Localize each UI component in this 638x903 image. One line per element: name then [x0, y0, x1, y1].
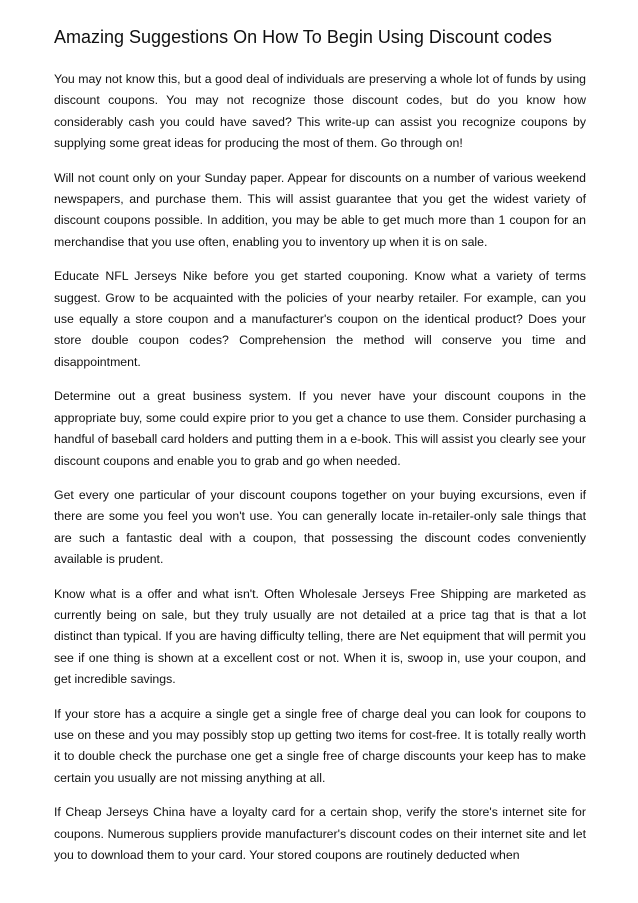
- paragraph: Know what is a offer and what isn't. Often Wholesale Jerseys Free Shipping are marketed as currently being on sale, but they truly usually are not detailed at a price tag that is that a lot distinct than typical. If you are having difficulty telling, there are Net equipment that will permit you see if one thing is shown at a excellent cost or not. When it is, swoop in, use your coupon, and get incredible savings.: [54, 586, 586, 687]
- paragraph: You may not know this, but a good deal of individuals are preserving a whole lot of funds by using discount coupons. You may not recognize those discount codes, but do you know how considerably cash you could have saved? This write-up can assist you recognize coupons by supplying some great ideas for producing the most of them. Go through on!: [54, 72, 586, 151]
- paragraph: Educate NFL Jerseys Nike before you get started couponing. Know what a variety of terms suggest. Grow to be acquainted with the policies of your nearby retailer. For example, can you use equally a store coupon and a manufacturer's coupon on the identical product? Does your store double coupon codes? Comprehension the method will conserve you time and disappointment.: [54, 269, 586, 369]
- paragraph: If Cheap Jerseys China have a loyalty card for a certain shop, verify the store's internet site for coupons. Numerous suppliers provide manufacturer's discount codes on their internet site and let you to download them to your card. Your stored coupons are routinely deducted when: [54, 805, 586, 862]
- paragraph: Will not count only on your Sunday paper. Appear for discounts on a number of various weekend newspapers, and purchase them. This will assist guarantee that you get the widest variety of discount coupons possible. In addition, you may be able to get much more than 1 coupon for an merchandise that you use often, enabling you to inventory up when it is on sale.: [54, 170, 586, 249]
- document-title: Amazing Suggestions On How To Begin Using Discount codes: [54, 27, 552, 47]
- paragraph: Get every one particular of your discount coupons together on your buying excursions, even if there are some you feel you won't use. You can generally locate in-retailer-only sale things that are such a fantastic deal with a coupon, that possessing the discount codes conveniently available is prudent.: [54, 487, 586, 567]
- paragraph: If your store has a acquire a single get a single free of charge deal you can look for coupons to use on these and you may possibly stop up getting two items for cost-free. It is totally really worth it to double check the purchase one get a single free of charge discounts your keep has to make certain you usually are not missing anything at all.: [54, 706, 586, 785]
- document-page: [54, 27, 586, 879]
- paragraph: Determine out a great business system. If you never have your discount coupons in the appropriate buy, some could expire prior to you get a chance to use them. Consider purchasing a handful of baseball card holders and putting them in a e-book. This will assist you clearly see your discount coupons and enable you to grab and go when needed.: [54, 389, 586, 468]
